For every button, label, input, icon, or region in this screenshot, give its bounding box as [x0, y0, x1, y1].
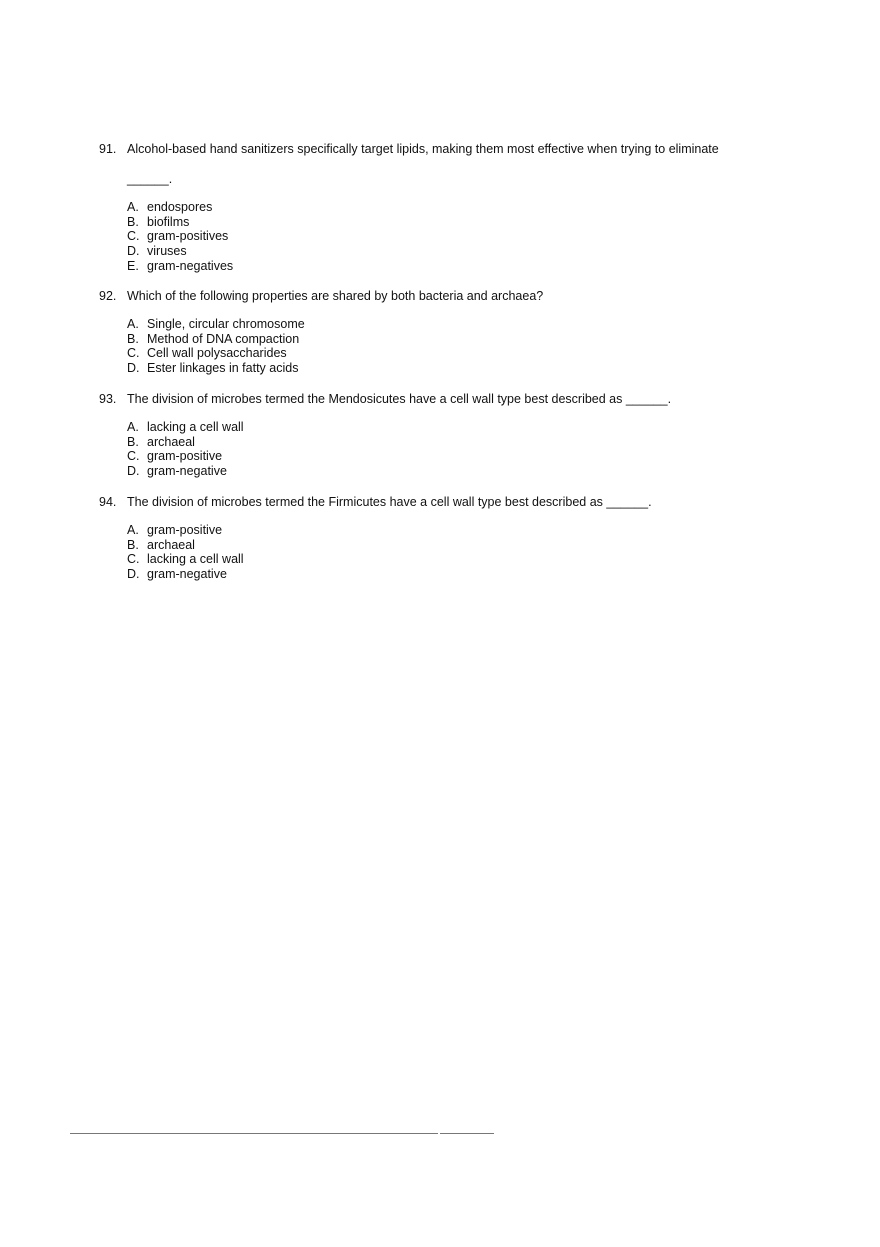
question-stem: [99, 141, 799, 157]
choice-letter: D.: [127, 361, 140, 376]
choice-letter: D.: [127, 567, 140, 582]
choice-letter: A.: [127, 200, 139, 214]
choice-text: viruses: [147, 244, 187, 259]
choice-text: Cell wall polysaccharides: [147, 346, 287, 361]
answer-choice: [127, 420, 799, 435]
choice-text: biofilms: [147, 214, 190, 229]
choice-letter: B.: [127, 331, 139, 346]
choice-text: lacking a cell wall: [147, 552, 244, 567]
answer-choice: [127, 317, 799, 332]
question-text: The division of microbes termed the Firmicutes have a cell wall type best described as ______.: [127, 495, 652, 509]
choice-text: gram-positive: [147, 449, 223, 464]
choice-letter: C.: [127, 346, 140, 361]
answer-choice: [127, 215, 799, 230]
answer-choice: [127, 567, 799, 582]
answer-choices: [127, 200, 799, 274]
question-stem: [99, 391, 799, 407]
choice-text: gram-negatives: [147, 258, 234, 273]
choice-letter: A.: [127, 523, 139, 537]
choice-text: lacking a cell wall: [147, 420, 244, 434]
answer-choice: [127, 361, 799, 376]
answer-choice: [127, 244, 799, 259]
question-stem: [99, 494, 799, 510]
choice-text: endospores: [147, 200, 213, 214]
question-blank: ______.: [127, 172, 173, 186]
choice-letter: C.: [127, 449, 140, 464]
question-text: Alcohol-based hand sanitizers specifically target lipids, making them most effective when trying to eliminate: [127, 142, 719, 156]
choice-letter: B.: [127, 537, 139, 552]
answer-choice: [127, 523, 799, 538]
choice-text: Ester linkages in fatty acids: [147, 361, 299, 376]
footer-divider-segment: [440, 1133, 494, 1134]
choice-text: archaeal: [147, 537, 195, 552]
footer-divider: [70, 1133, 438, 1134]
question-number: 91.: [99, 142, 117, 156]
choice-text: gram-positives: [147, 229, 229, 244]
answer-choices: [127, 317, 799, 376]
choice-letter: C.: [127, 229, 140, 244]
question-stem: [99, 288, 799, 304]
choice-text: gram-positive: [147, 523, 223, 537]
choice-letter: B.: [127, 434, 139, 449]
choice-letter: A.: [127, 420, 139, 434]
choice-letter: E.: [127, 258, 139, 273]
question-text: The division of microbes termed the Mendosicutes have a cell wall type best described as ______.: [127, 392, 672, 406]
answer-choices: [127, 523, 799, 582]
answer-choice: [127, 332, 799, 347]
choice-text: gram-negative: [147, 464, 227, 479]
choice-text: Single, circular chromosome: [147, 317, 305, 331]
choice-letter: D.: [127, 244, 140, 259]
answer-choice: [127, 538, 799, 553]
answer-choice: [127, 435, 799, 450]
choice-letter: B.: [127, 214, 139, 229]
choice-letter: C.: [127, 552, 140, 567]
answer-choice: [127, 346, 799, 361]
answer-choice: [127, 552, 799, 567]
answer-choice: [127, 229, 799, 244]
choice-letter: A.: [127, 317, 139, 331]
choice-text: archaeal: [147, 434, 195, 449]
question-number: 94.: [99, 495, 117, 509]
question-92: [99, 288, 799, 388]
answer-choice: [127, 259, 799, 274]
answer-choice: [127, 449, 799, 464]
question-91: [99, 141, 799, 286]
question-number: 93.: [99, 392, 117, 406]
choice-text: Method of DNA compaction: [147, 331, 300, 346]
choice-letter: D.: [127, 464, 140, 479]
question-number: 92.: [99, 289, 117, 303]
answer-choice: [127, 200, 799, 215]
answer-choice: [127, 464, 799, 479]
question-94: [99, 494, 799, 594]
question-text: Which of the following properties are shared by both bacteria and archaea?: [127, 289, 544, 303]
question-93: [99, 391, 799, 491]
choice-text: gram-negative: [147, 567, 227, 582]
answer-choices: [127, 420, 799, 479]
